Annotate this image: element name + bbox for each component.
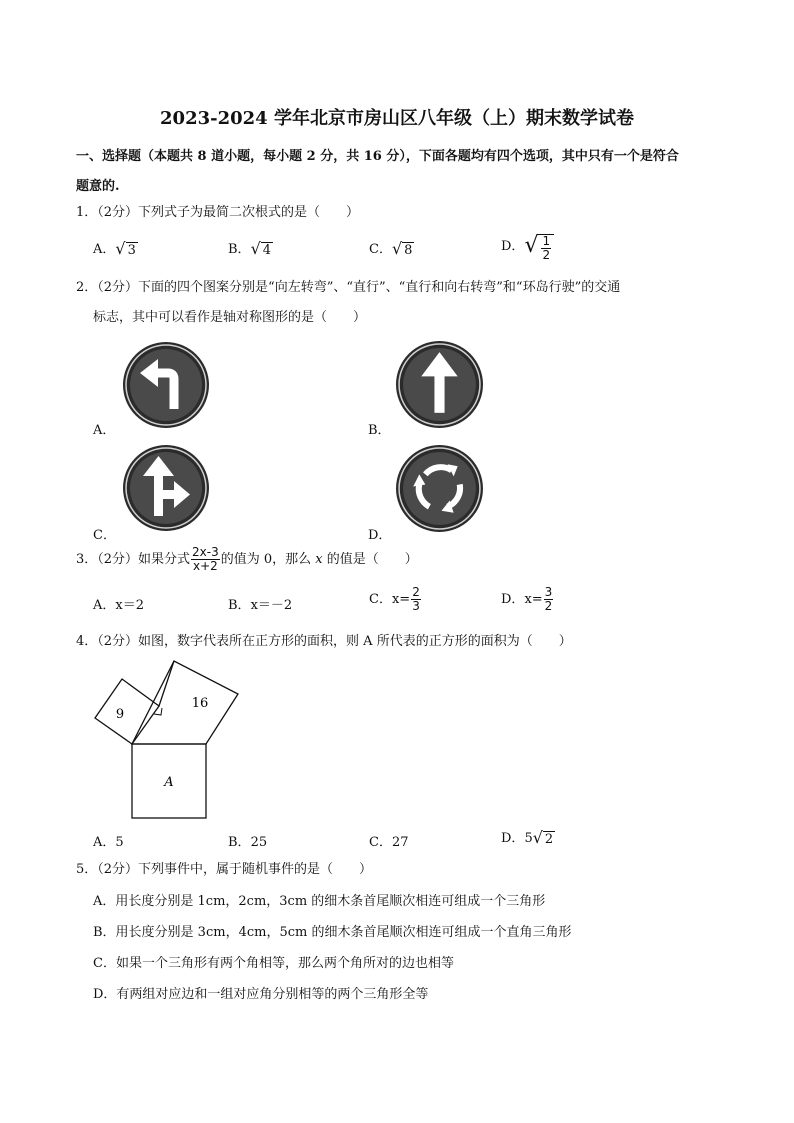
label-a: A [164, 775, 174, 790]
radicand: 3 [127, 243, 136, 258]
denominator: x+2 [193, 559, 218, 573]
q5-option-a: A．用长度分别是 1cm，2cm，3cm 的细木条首尾顺次相连可组成一个三角形 [93, 894, 546, 909]
radicand-fraction [541, 235, 551, 262]
option-label: D． [501, 831, 525, 846]
sqrt-expression: √ $\frac{1}{2}$ [524, 231, 554, 262]
denominator: 2 [542, 248, 551, 262]
square-small [95, 679, 159, 744]
question-2-stem-line1: 2．（2分）下面的四个图案分别是“向左转弯”、“直行”、“直行和向右转弯”和“环岛行驶”的交通 [76, 280, 621, 295]
q3-option-a [93, 594, 144, 613]
section-heading-line2: 题意的. [76, 179, 120, 194]
question-1-stem: 1．（2分）下列式子为最简二次根式的是（ ） [76, 205, 360, 220]
question-4-stem: 4．（2分）如图，数字代表所在正方形的面积，则 A 所代表的正方形的面积为（ ） [76, 634, 572, 649]
roundabout-sign-icon [395, 444, 484, 533]
q3-option-b [228, 594, 292, 613]
q4-option-d [501, 827, 555, 848]
stem-text: 的值是（ ） [322, 552, 418, 567]
q5-option-c: C．如果一个三角形有两个角相等，那么两个角所对的边也相等 [93, 956, 454, 971]
q1-option-c [369, 238, 414, 259]
q3-option-d [501, 586, 554, 613]
coefficient: 5 [524, 831, 533, 846]
option-label: D． [501, 592, 525, 607]
option-text: x= [524, 592, 543, 607]
q3-option-c [369, 586, 422, 613]
q2-option-c-label: C． [93, 528, 116, 543]
numerator: 2x-3 [192, 545, 219, 559]
fraction-expression [411, 586, 421, 613]
option-label: B． [228, 835, 251, 850]
q1-option-b [228, 238, 273, 259]
q5-option-d: D．有两组对应边和一组对应角分别相等的两个三角形全等 [93, 987, 429, 1002]
pythagoras-squares-figure [90, 655, 250, 825]
option-text: x= [391, 592, 411, 607]
option-text: 5 [115, 835, 124, 850]
option-text: 25 [250, 835, 268, 850]
q4-option-a [93, 831, 124, 850]
option-text: x＝－2 [250, 598, 293, 613]
straight-or-right-sign-icon [122, 444, 210, 532]
option-label: A． [93, 242, 116, 257]
page-title: 2023-2024 学年北京市房山区八年级（上）期末数学试卷 [160, 108, 634, 129]
q2-option-b-label: B． [368, 423, 391, 438]
shared-edge [159, 661, 174, 706]
numerator: 3 [544, 585, 553, 599]
option-label: D． [501, 239, 525, 254]
q1-option-a [93, 238, 138, 259]
straight-ahead-sign-icon [395, 340, 484, 429]
question-3-stem [76, 546, 418, 573]
question-5-stem: 5．（2分）下列事件中，属于随机事件的是（ ） [76, 862, 373, 877]
q2-option-a-label: A． [93, 423, 116, 438]
numerator: 1 [542, 234, 551, 248]
stem-text: 3．（2分）如果分式 [76, 552, 191, 567]
option-label: A． [93, 835, 116, 850]
sqrt-expression: √ 4 [250, 239, 272, 258]
option-label: C． [369, 835, 392, 850]
option-text: x＝2 [115, 598, 144, 613]
sqrt-expression: √ 3 [115, 239, 136, 258]
q4-option-c [369, 831, 409, 850]
radicand: 8 [404, 243, 413, 258]
q1-option-d [501, 231, 554, 262]
sqrt-expression: √ 2 [532, 828, 554, 847]
label-16: 16 [191, 696, 209, 711]
q2-option-d-label: D． [368, 528, 392, 543]
fraction-expression [191, 546, 220, 573]
denominator: 2 [544, 599, 553, 613]
variable: x [315, 552, 323, 567]
option-text: 27 [391, 835, 409, 850]
turn-left-sign-icon [122, 341, 210, 429]
option-label: A． [93, 598, 116, 613]
option-label: B． [228, 242, 251, 257]
numerator: 2 [412, 585, 420, 599]
section-heading-line1: 一、选择题（本题共 8 道小题，每小题 2 分，共 16 分），下面各题均有四个选项，其中只有一个是符合 [76, 149, 679, 164]
denominator: 3 [412, 599, 420, 613]
label-9: 9 [115, 707, 125, 722]
sqrt-expression: √ 8 [391, 239, 413, 258]
q4-option-b [228, 831, 267, 850]
fraction-expression [544, 586, 554, 613]
square-medium [132, 661, 238, 744]
question-2-stem-line2: 标志，其中可以看作是轴对称图形的是（ ） [93, 310, 367, 325]
option-label: B． [228, 598, 251, 613]
radicand: 2 [544, 832, 554, 847]
option-label: C． [369, 242, 392, 257]
stem-text: 的值为 0，那么 [220, 552, 316, 567]
q5-option-b: B．用长度分别是 3cm，4cm，5cm 的细木条首尾顺次相连可组成一个直角三角形 [93, 925, 572, 940]
radicand: 4 [262, 243, 272, 258]
option-label: C． [369, 592, 392, 607]
